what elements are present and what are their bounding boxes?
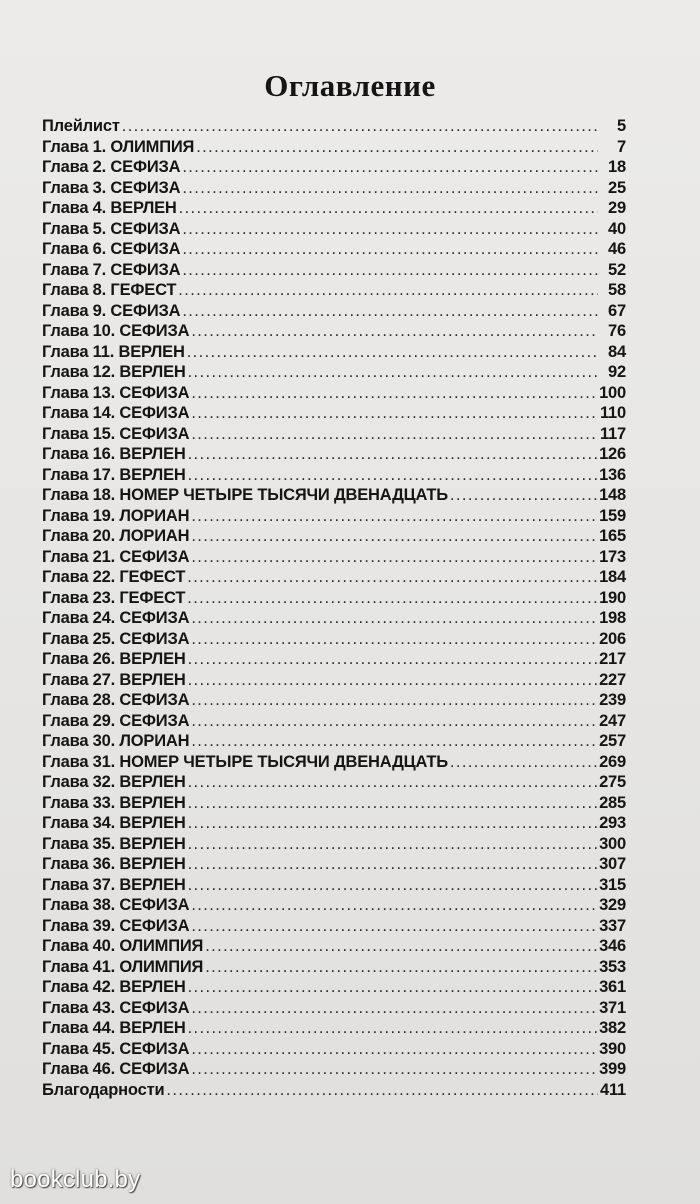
toc-dot-leader <box>191 608 597 629</box>
toc-dot-leader <box>187 588 597 609</box>
toc-entry <box>42 936 626 957</box>
toc-dot-leader <box>188 670 597 691</box>
toc-entry <box>42 834 626 855</box>
toc-entry-page-number: 126 <box>599 445 626 463</box>
toc-dot-leader <box>191 895 597 916</box>
toc-entry-page-number: 206 <box>599 629 626 648</box>
toc-entry-page-number: 136 <box>599 465 626 484</box>
toc-entry <box>42 1080 626 1101</box>
toc-entry-title: Глава 4. ВЕРЛЕН <box>42 199 177 217</box>
toc-entry-title: Глава 31. НОМЕР ЧЕТЫРЕ ТЫСЯЧИ ДВЕНАДЦАТЬ <box>42 752 448 771</box>
toc-entry-page-number: 227 <box>599 670 626 689</box>
toc-entry-page-number: 307 <box>599 855 626 873</box>
toc-entry-page-number: 300 <box>599 834 626 853</box>
toc-entry-title: Глава 39. СЕФИЗА <box>42 916 190 935</box>
toc-dot-leader <box>182 301 598 322</box>
toc-entry-title: Глава 45. СЕФИЗА <box>42 1039 190 1058</box>
toc-entry <box>42 547 626 568</box>
toc-entry-page-number: 275 <box>599 773 626 791</box>
toc-entry-title: Глава 42. ВЕРЛЕН <box>42 978 186 996</box>
toc-entry-page-number: 390 <box>599 1039 626 1058</box>
toc-entry-title: Глава 33. ВЕРЛЕН <box>42 793 186 812</box>
toc-dot-leader <box>191 506 597 527</box>
toc-entry-title: Глава 35. ВЕРЛЕН <box>42 834 186 853</box>
toc-dot-leader <box>188 772 597 793</box>
toc-entry <box>42 198 626 219</box>
toc-entry-title: Глава 8. ГЕФЕСТ <box>42 281 177 299</box>
toc-entry-page-number: 337 <box>599 916 626 935</box>
toc-dot-leader <box>450 752 597 773</box>
toc-entry-page-number: 52 <box>608 260 626 279</box>
toc-entry-title: Глава 46. СЕФИЗА <box>42 1060 190 1078</box>
toc-entry-title: Глава 15. СЕФИЗА <box>42 424 190 443</box>
toc-dot-leader <box>191 403 598 424</box>
toc-dot-leader <box>187 342 598 363</box>
toc-entry <box>42 424 626 445</box>
toc-dot-leader <box>188 813 597 834</box>
toc-entry <box>42 608 626 629</box>
toc-entry-page-number: 184 <box>599 568 626 586</box>
toc-dot-leader <box>191 321 598 342</box>
toc-entry-title: Глава 40. ОЛИМПИЯ <box>42 937 204 955</box>
toc-dot-leader <box>191 547 597 568</box>
toc-dot-leader <box>178 280 598 301</box>
toc-dot-leader <box>188 854 597 875</box>
toc-entry <box>42 403 626 424</box>
toc-dot-leader <box>196 137 598 158</box>
toc-dot-leader <box>188 649 597 670</box>
toc-dot-leader <box>182 157 598 178</box>
toc-entry-title: Глава 19. ЛОРИАН <box>42 506 190 525</box>
toc-dot-leader <box>188 875 597 896</box>
toc-entry <box>42 711 626 732</box>
toc-entry-title: Глава 24. СЕФИЗА <box>42 609 190 627</box>
toc-entry-page-number: 18 <box>608 158 626 176</box>
toc-entry-page-number: 46 <box>608 240 626 258</box>
toc-entry-page-number: 58 <box>608 281 626 299</box>
toc-dot-leader <box>191 526 597 547</box>
toc-entry-title: Глава 28. СЕФИЗА <box>42 691 190 709</box>
toc-entry <box>42 137 626 158</box>
toc-entry-title: Глава 29. СЕФИЗА <box>42 711 190 730</box>
toc-entry-title: Глава 25. СЕФИЗА <box>42 629 190 648</box>
toc-dot-leader <box>188 834 597 855</box>
toc-entry-page-number: 67 <box>608 301 626 320</box>
toc-dot-leader <box>188 465 597 486</box>
toc-entry-page-number: 159 <box>599 506 626 525</box>
toc-entry-title: Глава 16. ВЕРЛЕН <box>42 445 186 463</box>
toc-entry <box>42 1059 626 1080</box>
toc-entry-title: Глава 5. СЕФИЗА <box>42 219 181 238</box>
toc-entry <box>42 342 626 363</box>
toc-dot-leader <box>191 711 597 732</box>
toc-dot-leader <box>187 567 597 588</box>
toc-entry-page-number: 293 <box>599 814 626 832</box>
toc-entry-title: Глава 38. СЕФИЗА <box>42 896 190 914</box>
toc-dot-leader <box>205 957 597 978</box>
toc-dot-leader <box>188 977 597 998</box>
toc-entry-title: Глава 18. НОМЕР ЧЕТЫРЕ ТЫСЯЧИ ДВЕНАДЦАТЬ <box>42 486 448 504</box>
toc-dot-leader <box>166 1080 598 1101</box>
toc-entry <box>42 260 626 281</box>
toc-entry-title: Благодарности <box>42 1080 165 1099</box>
toc-entry <box>42 506 626 527</box>
toc-entry <box>42 1039 626 1060</box>
toc-entry-title: Глава 30. ЛОРИАН <box>42 732 190 750</box>
toc-entry-page-number: 257 <box>599 732 626 750</box>
toc-entry <box>42 793 626 814</box>
toc-entry-page-number: 110 <box>599 404 626 422</box>
toc-entry <box>42 280 626 301</box>
toc-entry-page-number: 346 <box>599 937 626 955</box>
toc-entry-title: Глава 7. СЕФИЗА <box>42 260 181 279</box>
toc-dot-leader <box>191 383 597 404</box>
toc-dot-leader <box>122 116 598 137</box>
toc-entry <box>42 1018 626 1039</box>
toc-entry <box>42 321 626 342</box>
toc-entry <box>42 219 626 240</box>
toc-entry-page-number: 76 <box>608 322 626 340</box>
toc-entry-page-number: 84 <box>608 342 626 361</box>
toc-entry <box>42 629 626 650</box>
toc-dot-leader <box>188 444 597 465</box>
toc-entry-page-number: 40 <box>608 219 626 238</box>
toc-entry-page-number: 411 <box>599 1080 626 1099</box>
toc-entry <box>42 916 626 937</box>
toc-entry-page-number: 269 <box>599 752 626 771</box>
toc-entry-title: Плейлист <box>42 117 120 135</box>
toc-entry <box>42 526 626 547</box>
toc-entry-page-number: 329 <box>599 896 626 914</box>
toc-entry <box>42 362 626 383</box>
toc-dot-leader <box>179 198 598 219</box>
toc-dot-leader <box>188 1018 597 1039</box>
toc-entry-page-number: 371 <box>599 998 626 1017</box>
toc-entry <box>42 485 626 506</box>
toc-entry <box>42 875 626 896</box>
toc-dot-leader <box>450 485 597 506</box>
toc-entry-page-number: 5 <box>617 117 626 135</box>
toc-entry-title: Глава 41. ОЛИМПИЯ <box>42 957 204 976</box>
toc-entry <box>42 588 626 609</box>
toc-entry-page-number: 315 <box>599 875 626 894</box>
toc-dot-leader <box>191 424 598 445</box>
toc-entry-title: Глава 43. СЕФИЗА <box>42 998 190 1017</box>
toc-dot-leader <box>191 1039 597 1060</box>
table-of-contents <box>42 116 626 1100</box>
toc-entry-page-number: 217 <box>599 650 626 668</box>
page-title: Оглавление <box>264 68 436 103</box>
toc-entry-title: Глава 34. ВЕРЛЕН <box>42 814 186 832</box>
toc-entry-title: Глава 26. ВЕРЛЕН <box>42 650 186 668</box>
toc-entry-page-number: 353 <box>599 957 626 976</box>
toc-entry-page-number: 92 <box>608 363 626 381</box>
toc-dot-leader <box>188 793 597 814</box>
toc-entry <box>42 444 626 465</box>
toc-entry <box>42 116 626 137</box>
toc-entry-title: Глава 13. СЕФИЗА <box>42 383 190 402</box>
toc-entry <box>42 957 626 978</box>
toc-dot-leader <box>182 239 598 260</box>
toc-entry-title: Глава 11. ВЕРЛЕН <box>42 342 185 361</box>
toc-dot-leader <box>191 690 597 711</box>
toc-entry <box>42 670 626 691</box>
toc-entry-title: Глава 27. ВЕРЛЕН <box>42 670 186 689</box>
toc-entry-page-number: 399 <box>599 1060 626 1078</box>
toc-entry <box>42 649 626 670</box>
toc-entry <box>42 998 626 1019</box>
toc-entry <box>42 690 626 711</box>
toc-dot-leader <box>191 1059 597 1080</box>
toc-entry <box>42 854 626 875</box>
toc-entry-title: Глава 22. ГЕФЕСТ <box>42 568 186 586</box>
toc-dot-leader <box>205 936 597 957</box>
toc-entry <box>42 977 626 998</box>
toc-entry <box>42 813 626 834</box>
toc-entry-title: Глава 3. СЕФИЗА <box>42 178 181 197</box>
toc-entry-page-number: 100 <box>599 383 626 402</box>
toc-entry-page-number: 29 <box>608 199 626 217</box>
toc-entry-title: Глава 36. ВЕРЛЕН <box>42 855 186 873</box>
toc-entry-page-number: 7 <box>617 137 626 156</box>
toc-dot-leader <box>191 731 597 752</box>
toc-entry-page-number: 117 <box>599 424 626 443</box>
toc-entry-title: Глава 12. ВЕРЛЕН <box>42 363 186 381</box>
toc-entry-title: Глава 32. ВЕРЛЕН <box>42 773 186 791</box>
toc-entry <box>42 383 626 404</box>
toc-entry-title: Глава 21. СЕФИЗА <box>42 547 190 566</box>
toc-entry <box>42 465 626 486</box>
toc-entry <box>42 178 626 199</box>
toc-entry <box>42 731 626 752</box>
toc-entry-title: Глава 10. СЕФИЗА <box>42 322 190 340</box>
toc-entry-title: Глава 2. СЕФИЗА <box>42 158 181 176</box>
toc-entry-page-number: 165 <box>599 527 626 545</box>
toc-entry-title: Глава 1. ОЛИМПИЯ <box>42 137 195 156</box>
toc-entry-title: Глава 44. ВЕРЛЕН <box>42 1019 186 1037</box>
watermark-text: bookclub.by <box>10 1166 141 1193</box>
toc-entry-page-number: 198 <box>599 609 626 627</box>
toc-entry-page-number: 190 <box>599 588 626 607</box>
toc-dot-leader <box>191 916 597 937</box>
toc-entry-page-number: 361 <box>599 978 626 996</box>
toc-entry <box>42 567 626 588</box>
toc-entry <box>42 772 626 793</box>
toc-entry-page-number: 285 <box>599 793 626 812</box>
toc-entry-title: Глава 9. СЕФИЗА <box>42 301 181 320</box>
toc-entry-title: Глава 17. ВЕРЛЕН <box>42 465 186 484</box>
toc-entry-title: Глава 14. СЕФИЗА <box>42 404 190 422</box>
toc-entry-page-number: 382 <box>599 1019 626 1037</box>
toc-entry-title: Глава 37. ВЕРЛЕН <box>42 875 186 894</box>
toc-entry <box>42 157 626 178</box>
toc-entry-title: Глава 20. ЛОРИАН <box>42 527 190 545</box>
toc-entry <box>42 752 626 773</box>
toc-entry-page-number: 173 <box>599 547 626 566</box>
toc-dot-leader <box>191 998 597 1019</box>
toc-dot-leader <box>191 629 597 650</box>
toc-entry-page-number: 25 <box>608 178 626 197</box>
toc-entry-page-number: 148 <box>599 486 626 504</box>
toc-entry <box>42 895 626 916</box>
toc-dot-leader <box>182 178 598 199</box>
toc-entry <box>42 301 626 322</box>
toc-entry-title: Глава 6. СЕФИЗА <box>42 240 181 258</box>
toc-entry <box>42 239 626 260</box>
toc-dot-leader <box>188 362 598 383</box>
toc-entry-page-number: 247 <box>599 711 626 730</box>
toc-entry-page-number: 239 <box>599 691 626 709</box>
toc-dot-leader <box>182 219 598 240</box>
toc-dot-leader <box>182 260 598 281</box>
toc-entry-title: Глава 23. ГЕФЕСТ <box>42 588 186 607</box>
